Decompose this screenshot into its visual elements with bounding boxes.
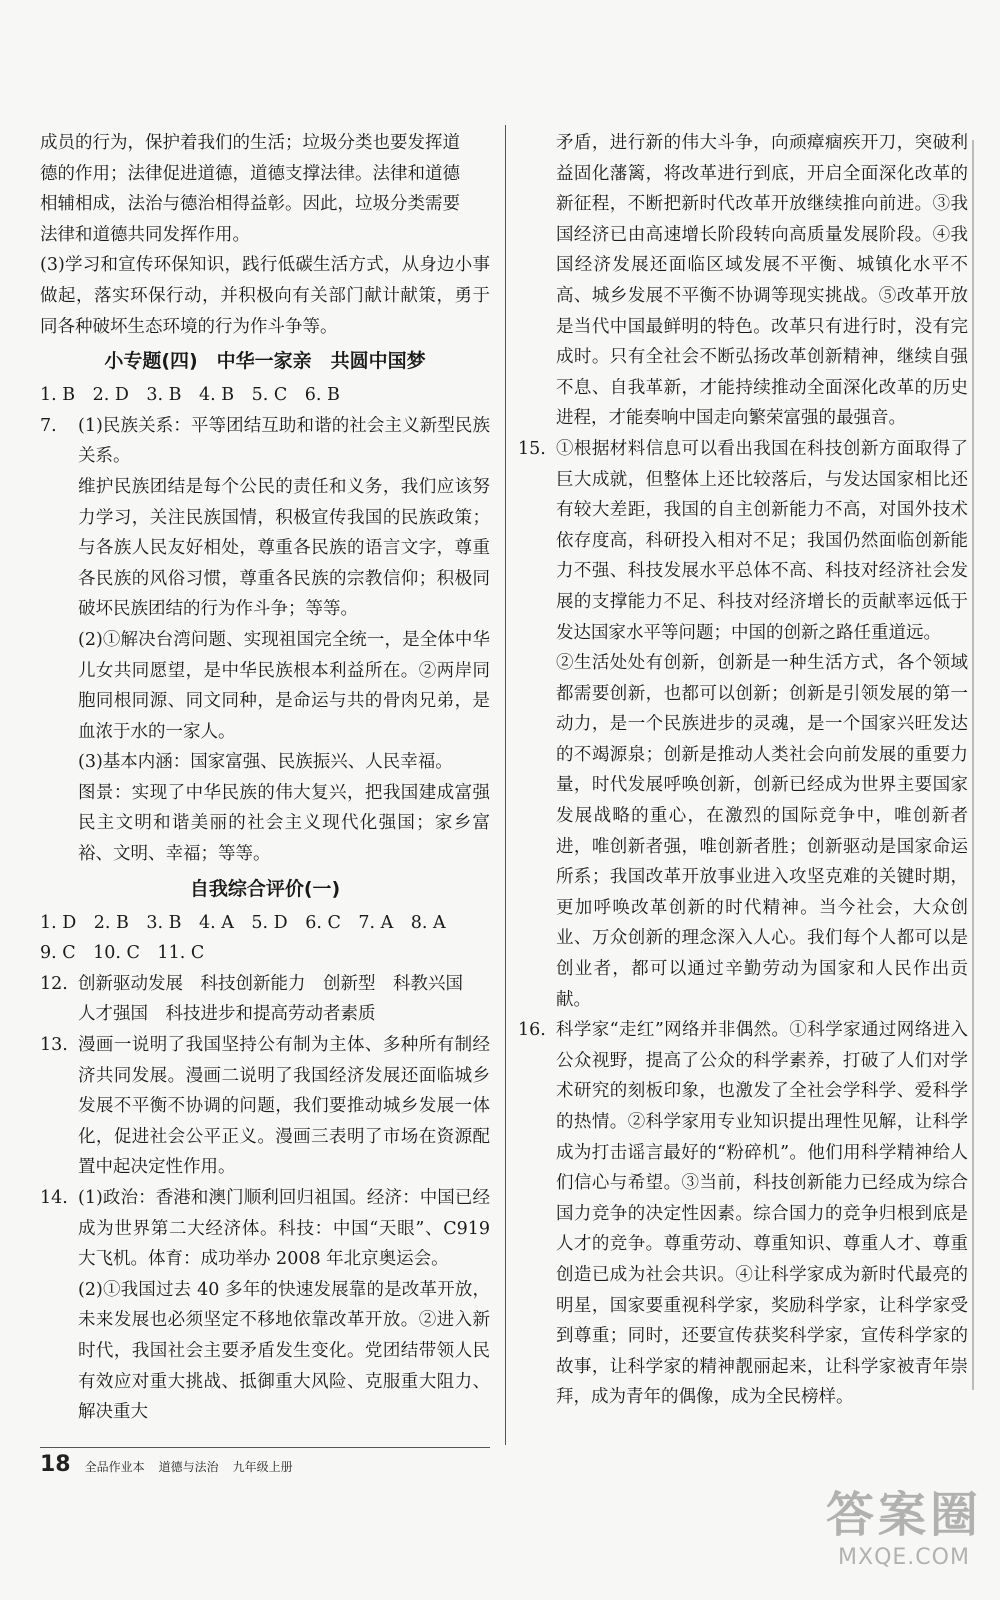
answer-paragraph: ①根据材料信息可以看出我国在科技创新方面取得了巨大成就，但整体上还比较落后，与发达国家相比还有较大差距，我国的自主创新能力不高，对国外技术依存度高，科研投入相对不足；我国仍然面临创新能力不强、科技发展水平总体不高、科技对经济社会发展的支撑能力不足、科技对经济增长的贡献率远低于发达国家水平等问题；中国的创新之路任重道远。 <box>556 438 968 643</box>
grade-label: 九年级上册 <box>232 1460 293 1474</box>
question-number: 14. <box>40 1188 68 1208</box>
answer-paragraph: (1)政治：香港和澳门顺利回归祖国。经济：中国已经成为世界第二大经济体。科技：中国“天眼”、C919 大飞机。体育：成功举办 2008 年北京奥运会。 <box>78 1188 490 1270</box>
answer-paragraph: 维护民族团结是每个公民的责任和义务，我们应该努力学习，关注民族国情，积极宣传我国的民族政策；与各族人民友好相处，尊重各民族的语言文字，尊重各民族的风俗习惯，尊重各民族的宗教信仰；积极同破坏民族团结的行为作斗争；等等。 <box>78 476 490 620</box>
answer-paragraph: (2)①解决台湾问题、实现祖国完全统一，是全体中华儿女共同愿望，是中华民族根本利益所在。②两岸同胞同根同源、同文同种，是命运与共的骨肉兄弟，是血浓于水的一家人。 <box>78 629 490 742</box>
question-15 <box>518 434 968 1015</box>
answer-line: 创新驱动发展 科技创新能力 创新型 科教兴国 <box>78 973 463 994</box>
section-title: 小专题(四) 中华一家亲 共圆中国梦 <box>104 350 426 373</box>
question-number: 13. <box>40 1035 68 1056</box>
subject-name: 道德与法治 <box>158 1460 219 1474</box>
answer-line: 人才强国 科技进步和提高劳动者素质 <box>78 1004 376 1025</box>
watermark-logo-text: 答案圈 <box>825 1487 982 1543</box>
answer-paragraph: (3)学习和宣传环保知识，践行低碳生活方式，从身边小事做起，落实环保行动，并积极向有关部门献计献策，勇于同各种破坏生态环境的行为作斗争等。 <box>40 255 490 337</box>
section-title: 自我综合评价(一) <box>189 877 341 900</box>
question-number: 15. <box>518 438 546 459</box>
right-column <box>518 128 968 1413</box>
answer-paragraph: (2)①我国过去 40 多年的快速发展靠的是改革开放，未来发展也必须坚定不移地依靠改革开放。②进入新时代，我国社会主要矛盾发生变化。党团结带领人民有效应对重大挑战、抵御重大风险、克服重大阻力、解决重大 <box>78 1279 490 1423</box>
answer-paragraph: (3)基本内涵：国家富强、民族振兴、人民幸福。 <box>78 752 453 773</box>
watermark-url: MXQE.COM <box>838 1545 970 1570</box>
book-title: 全品作业本 <box>84 1460 145 1474</box>
intro-line: 相辅相成，法治与德治相得益彰。因此，垃圾分类需要 <box>40 194 460 215</box>
choice-answers: 1. B 2. D 3. B 4. B 5. C 6. B <box>40 385 340 406</box>
question-14 <box>40 1183 490 1428</box>
question-13 <box>40 1030 490 1183</box>
question-7 <box>40 411 490 870</box>
intro-line: 法律和道德共同发挥作用。 <box>40 224 250 245</box>
intro-line: 德的作用；法律促进道德，道德支撑法律。法律和道德 <box>40 163 460 184</box>
question-number: 16. <box>518 1020 546 1041</box>
choice-answers: 9. C 10. C 11. C <box>40 943 205 964</box>
choice-answers: 1. D 2. B 3. B 4. A 5. D 6. C 7. A 8. A <box>40 912 446 933</box>
answer-paragraph: 图景：实现了中华民族的伟大复兴，把我国建成富强民主文明和谐美丽的社会主义现代化强国；家乡富裕、文明、幸福；等等。 <box>78 782 490 865</box>
page-number: 18 <box>40 1452 71 1477</box>
left-column <box>40 128 490 1428</box>
intro-line: 成员的行为，保护着我们的生活；垃圾分类也要发挥道 <box>40 133 460 153</box>
watermark <box>826 1476 982 1570</box>
question-14-continued <box>518 128 968 434</box>
answer-paragraph: 矛盾，进行新的伟大斗争，向顽瘴痼疾开刀，突破利益固化藩篱，将改革进行到底，开启全面深化改革的新征程，不断把新时代改革开放继续推向前进。③我国经济已由高速增长阶段转向高质量发展阶段。④我国经济发展还面临区域发展不平衡、城镇化水平不高、城乡发展不平衡不协调等现实挑战。⑤改革开放是当代中国最鲜明的特色。改革只有进行时，没有完成时。只有全社会不断弘扬改革创新精神，继续自强不息、自我革新，才能持续推动全面深化改革的历史进程，才能奏响中国走向繁荣富强的最强音。 <box>556 133 968 429</box>
answer-paragraph: ②生活处处有创新，创新是一种生活方式，各个领域都需要创新，也都可以创新；创新是引领发展的第一动力，是一个民族进步的灵魂，是一个国家兴旺发达的不竭源泉；创新是推动人类社会向前发展的重要力量，时代发展呼唤创新，创新已经成为世界主要国家发展战略的重心，在激烈的国际竞争中，唯创新者进，唯创新者强，唯创新者胜；创新驱动是国家命运所系；我国改革开放事业进入攻坚克难的关键时期，更加呼唤改革创新的时代精神。当今社会，大众创业、万众创新的理念深入人心。我们每个人都可以是创业者，都可以通过辛勤劳动为国家和人民作出贡献。 <box>556 653 968 1010</box>
column-divider <box>505 125 506 1445</box>
answer-paragraph: 科学家“走红”网络并非偶然。①科学家通过网络进入公众视野，提高了公众的科学素养，打破了人们对学术研究的刻板印象，也激发了全社会学科学、爱科学的热情。②科学家用专业知识提出理性见解，让科学成为打击谣言最好的“粉碎机”。他们用科学精神给人们信心与希望。③当前，科技创新能力已经成为综合国力竞争的决定性因素。综合国力的竞争归根到底是人才的竞争。尊重劳动、尊重知识、尊重人才、尊重创造已成为社会共识。④让科学家成为新时代最亮的明星，国家要重视科学家，奖励科学家，让科学家受到尊重；同时，还要宣传获奖科学家，宣传科学家的故事，让科学家的精神靓丽起来，让科学家被青年崇拜，成为青年的偶像，成为全民榜样。 <box>556 1020 968 1408</box>
page-footer <box>40 1447 490 1477</box>
answer-paragraph: 漫画一说明了我国坚持公有制为主体、多种所有制经济共同发展。漫画二说明了我国经济发展还面临城乡发展不平衡不协调的问题，我们要推动城乡发展一体化，促进社会公平正义。漫画三表明了市场在资源配置中起决定性作用。 <box>78 1035 490 1178</box>
answer-paragraph: (1)民族关系：平等团结互助和谐的社会主义新型民族关系。 <box>78 415 490 467</box>
question-number: 7. <box>40 415 57 436</box>
question-number: 12. <box>40 973 68 994</box>
question-16 <box>518 1015 968 1413</box>
question-12 <box>40 969 490 1030</box>
question-number-spacer <box>518 128 556 434</box>
page-edge-shadow <box>972 140 974 1390</box>
